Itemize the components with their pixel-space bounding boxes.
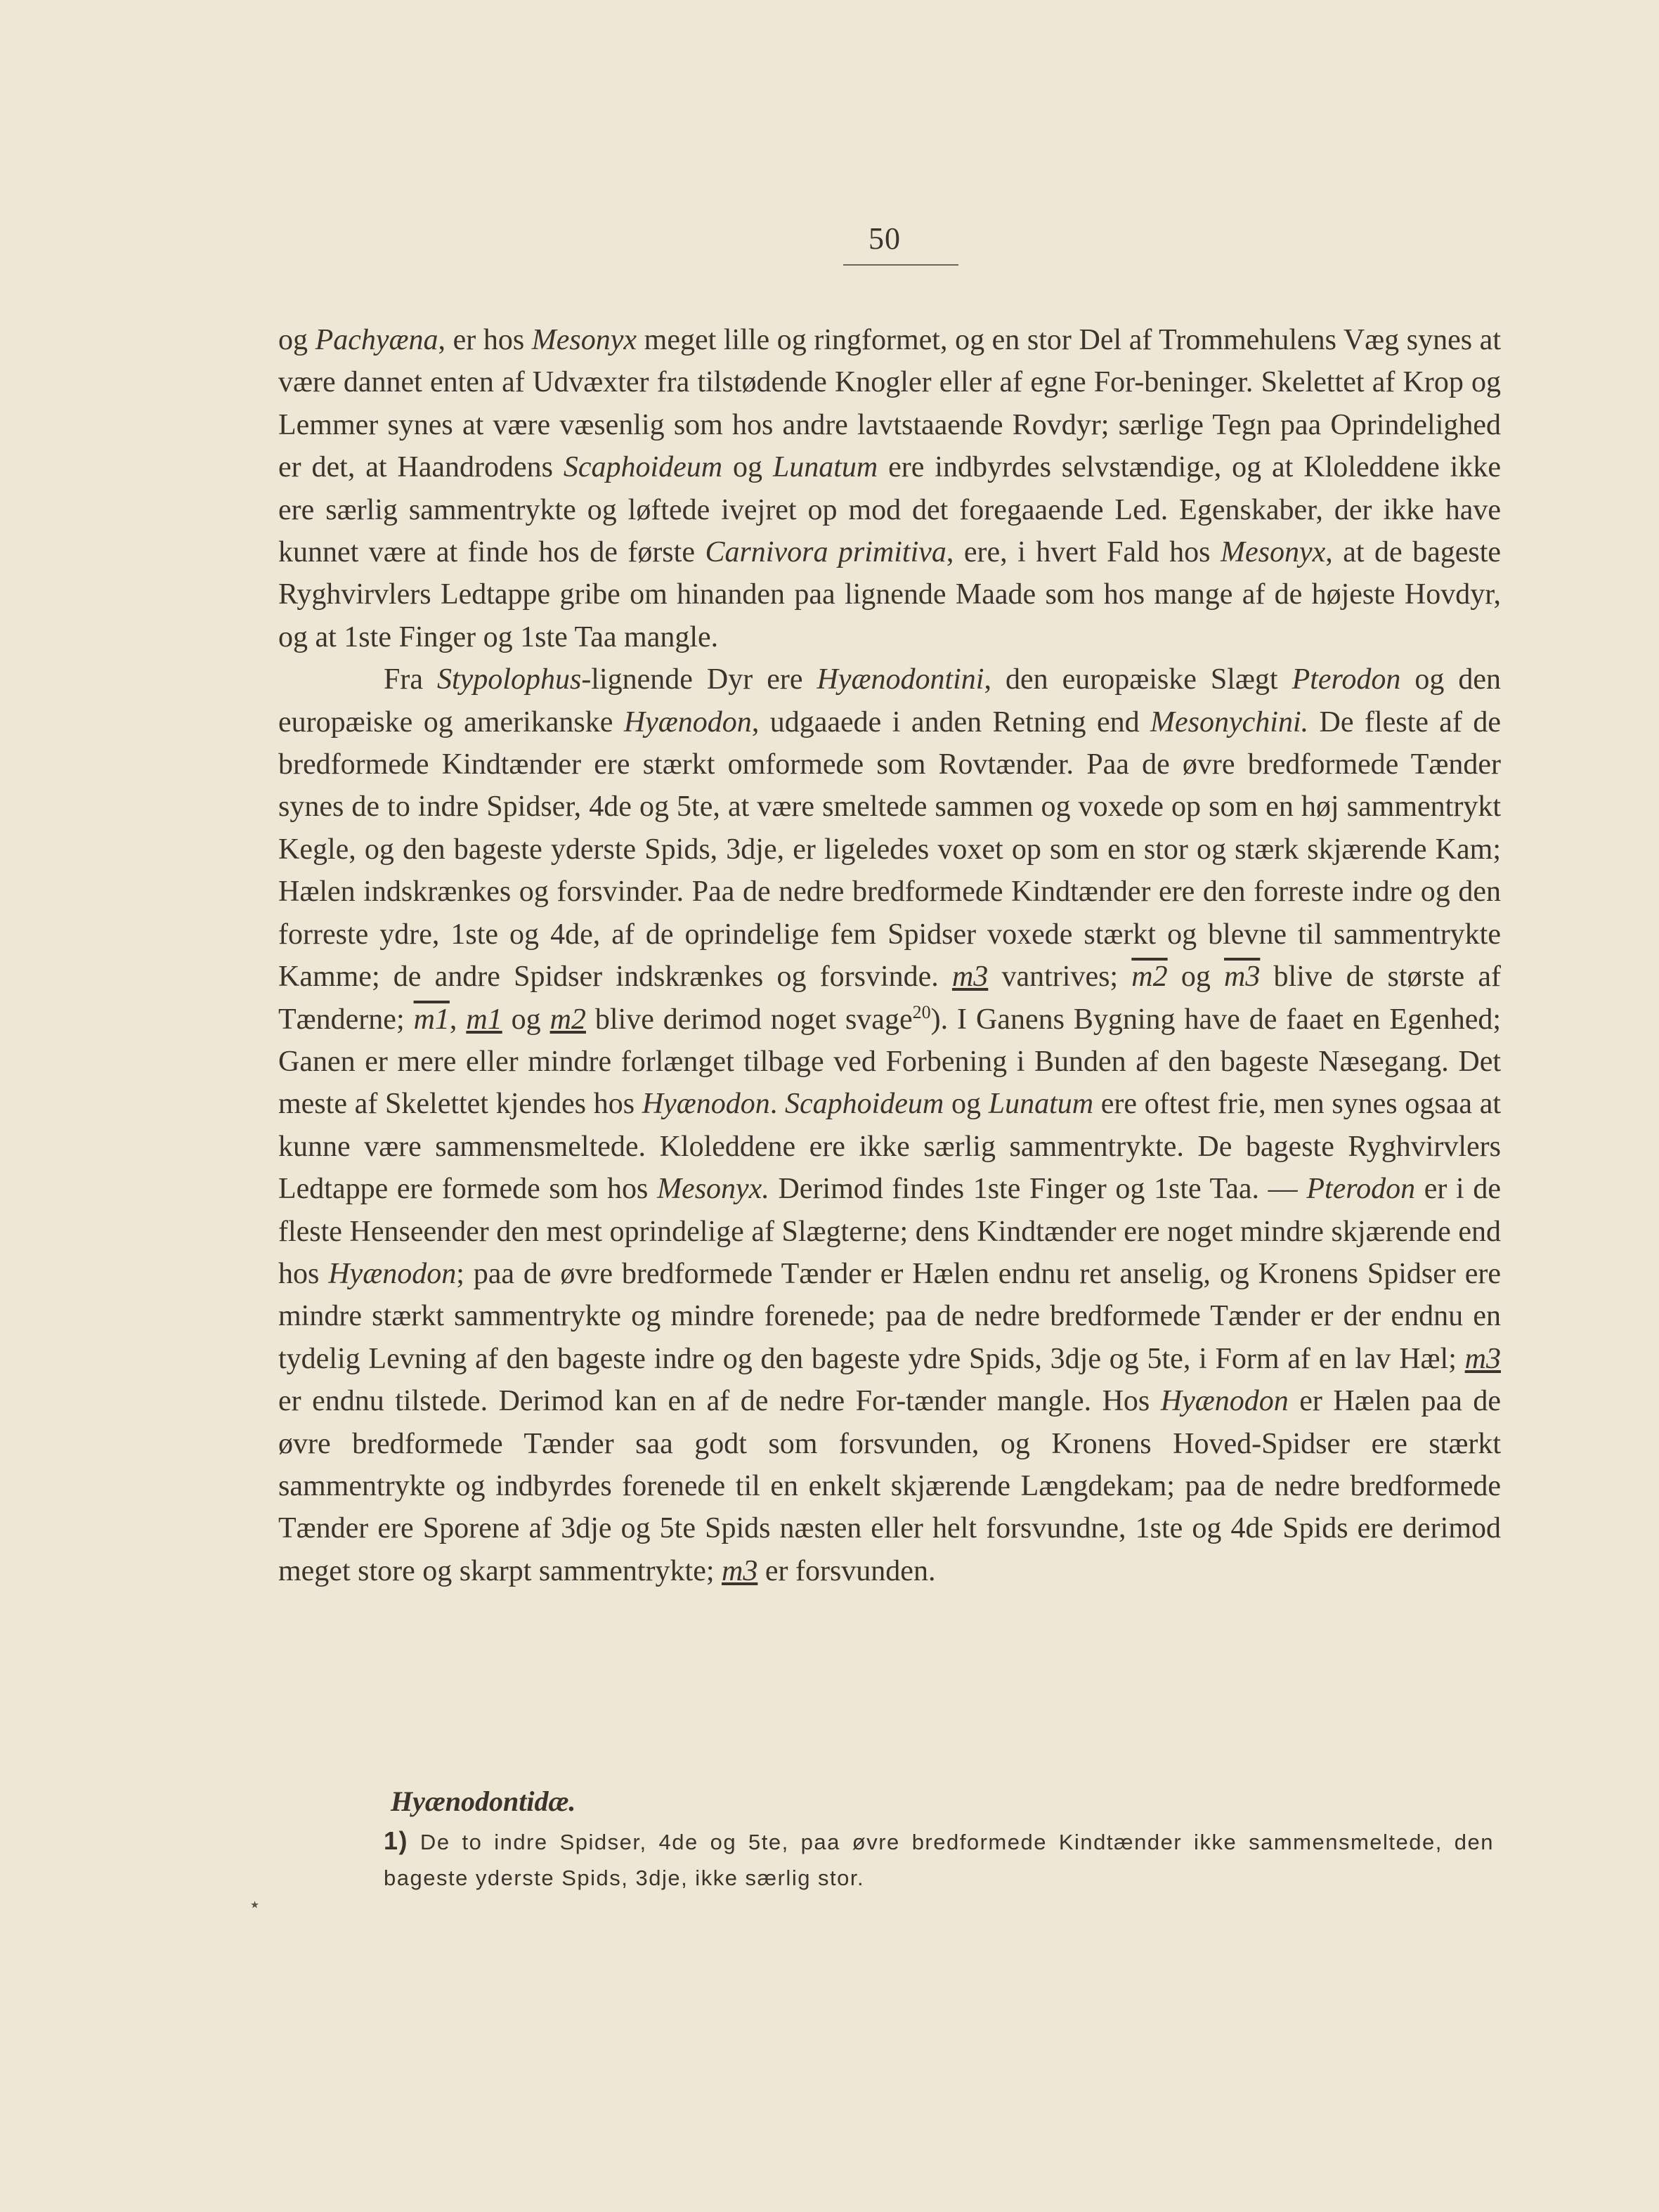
anatomical-term: Scaphoideum <box>563 451 723 484</box>
footnote-reference: 20 <box>912 1001 931 1022</box>
text-run: , er hos <box>438 324 532 356</box>
text-run: . <box>769 1088 785 1121</box>
text-run: ere indbyrdes selvstændige, og at Kloleddene ikke ere særlig sammentrykte og løftede ivejret op mod det foregaaende Led. Egenskaber, der ikke have kunnet være at finde hos de første <box>278 451 1501 569</box>
genus-name: Mesonyx <box>531 324 637 356</box>
text-run: er i de fleste Henseender den mest oprindelige af Slægterne; dens Kindtænder ere noget mindre skjærende end hos <box>278 1173 1501 1290</box>
tooth-notation: m2 <box>1131 961 1168 994</box>
stray-mark: ٭ <box>250 1896 260 1914</box>
text-run: ). I Ganens Bygning have de faaet en Egenhed; Ganen er mere eller mindre forlænget tilbage ved Forbening i Bunden af den bageste Næsegang. Det meste af Skelettet kjendes hos <box>278 1003 1502 1121</box>
footnote-text: De to indre Spidser, 4de og 5te, paa øvre bredformede Kindtænder ikke sammensmeltede, den bageste yderste Spids, 3dje, ikke særlig stor. <box>384 1830 1494 1890</box>
taxon-name: Hyænodontini <box>817 663 984 696</box>
text-run: er endnu tilstede. Derimod kan en af de nedre For-tænder mangle. Hos <box>278 1385 1161 1418</box>
body-text <box>278 319 1501 1592</box>
anatomical-term: Lunatum <box>988 1088 1094 1121</box>
text-run: ere oftest frie, men synes ogsaa at kunne være sammensmeltede. Kloleddene ere ikke særlig sammentrykte. De bageste Ryghvirvlers Ledtappe ere formede som hos <box>278 1088 1502 1206</box>
tooth-notation: m1 <box>413 1003 450 1036</box>
footnote <box>384 1823 1494 1896</box>
text-run: , <box>449 1003 467 1036</box>
text-run: og <box>502 1003 550 1036</box>
genus-name: Pterodon <box>1306 1173 1416 1206</box>
page-number-rule <box>843 264 958 266</box>
text-run: og <box>278 324 315 356</box>
footnote-marker: 1) <box>384 1826 409 1855</box>
text-run: blive de største af Tænderne; <box>278 961 1502 1036</box>
genus-name: Pterodon <box>1292 663 1401 696</box>
genus-name: Mesonyx <box>1220 536 1326 569</box>
text-run: , ere, i hvert Fald hos <box>946 536 1221 569</box>
anatomical-term: Lunatum <box>772 451 878 484</box>
page-number: 50 <box>868 221 901 256</box>
text-run: blive derimod noget svage <box>585 1003 913 1036</box>
text-run: , den europæiske Slægt <box>984 663 1292 696</box>
text-run: og <box>722 451 773 484</box>
genus-name: Hyænodon <box>623 705 752 739</box>
tooth-notation: m1 <box>466 1003 502 1036</box>
section-heading: Hyænodontidæ. <box>391 1785 576 1817</box>
genus-name: Pachyæna <box>315 324 438 356</box>
text-run: Derimod findes 1ste Finger og 1ste Taa. — <box>769 1173 1307 1206</box>
tooth-notation: m3 <box>951 961 989 994</box>
genus-name: Hyænodon <box>642 1088 770 1121</box>
paragraph-2 <box>278 658 1501 1592</box>
taxon-name: Carnivora primitiva <box>705 536 946 569</box>
genus-name: Hyænodon <box>328 1257 457 1290</box>
text-run: er forsvunden. <box>757 1554 936 1587</box>
tooth-notation: m2 <box>549 1003 586 1036</box>
text-run: De fleste af de bredformede Kindtænder ere stærkt omformede som Rovtænder. Paa de øvre bredformede Tænder synes de to indre Spidser, 4de og 5te, at være smeltede sammen og voxede op som en høj sammentrykt Kegle, og den bageste yderste Spids, 3dje, er ligeledes voxet op som en stor og stærk skjærende Kam; Hælen indskrænkes og forsvinder. Paa de nedre bredformede Kindtænder ere den forreste indre og den forreste ydre, 1ste og 4de, af de oprindelige fem Spidser voxede stærkt og blevne til sammentrykte Kamme; de andre Spidser indskrænkes og forsvinde. <box>278 705 1501 994</box>
text-run: er Hælen paa de øvre bredformede Tænder saa godt som forsvunden, og Kronens Hoved-Spidser ere stærkt sammentrykte og indbyrdes forenede til en enkelt skjærende Længdekam; paa de nedre bredformede Tænder ere Sporene af 3dje og 5te Spids næsten eller helt forsvundne, 1ste og 4de Spids ere derimod meget store og skarpt sammentrykte; <box>278 1385 1501 1587</box>
taxon-name: Mesonychini. <box>1150 705 1309 739</box>
anatomical-term: Scaphoideum <box>784 1088 944 1121</box>
text-run: ; paa de øvre bredformede Tænder er Hælen endnu ret anselig, og Kronens Spidser ere mindre stærkt sammentrykte og mindre forenede; paa de nedre bredformede Tænder er der endnu en tydelig Levning af den bageste indre og den bageste ydre Spids, 3dje og 5te, i Form af en lav Hæl; <box>278 1257 1501 1375</box>
genus-name: Stypolophus <box>436 663 582 696</box>
text-run: vantrives; <box>988 961 1132 994</box>
text-run: -lignende Dyr ere <box>581 663 817 696</box>
text-run: meget lille og ringformet, og en stor Del af Trommehulens Væg synes at være dannet enten af Udvæxter fra tilstødende Knogler eller af egne For-beninger. Skelettet af Krop og Lemmer synes at være væsenlig som hos andre lavtstaaende Rovdyr; særlige Tegn paa Oprindelighed er det, at Haandrodens <box>278 324 1501 484</box>
text-run: og den europæiske og amerikanske <box>278 663 1501 739</box>
tooth-notation: m3 <box>722 1554 758 1587</box>
tooth-notation: m3 <box>1224 961 1261 994</box>
paragraph-1 <box>278 319 1501 658</box>
text-run: og <box>944 1088 989 1121</box>
text-run: og <box>1167 961 1225 994</box>
text-run: Fra <box>384 663 437 696</box>
genus-name: Hyænodon <box>1160 1385 1289 1418</box>
tooth-notation: m3 <box>1464 1342 1501 1375</box>
text-run: , at de bageste Ryghvirvlers Ledtappe gribe om hinanden paa lignende Maade som hos mange af de højeste Hovdyr, og at 1ste Finger og 1ste Taa mangle. <box>278 536 1502 653</box>
genus-name: Mesonyx. <box>657 1173 769 1206</box>
text-run: , udgaaede i anden Retning end <box>751 705 1151 739</box>
